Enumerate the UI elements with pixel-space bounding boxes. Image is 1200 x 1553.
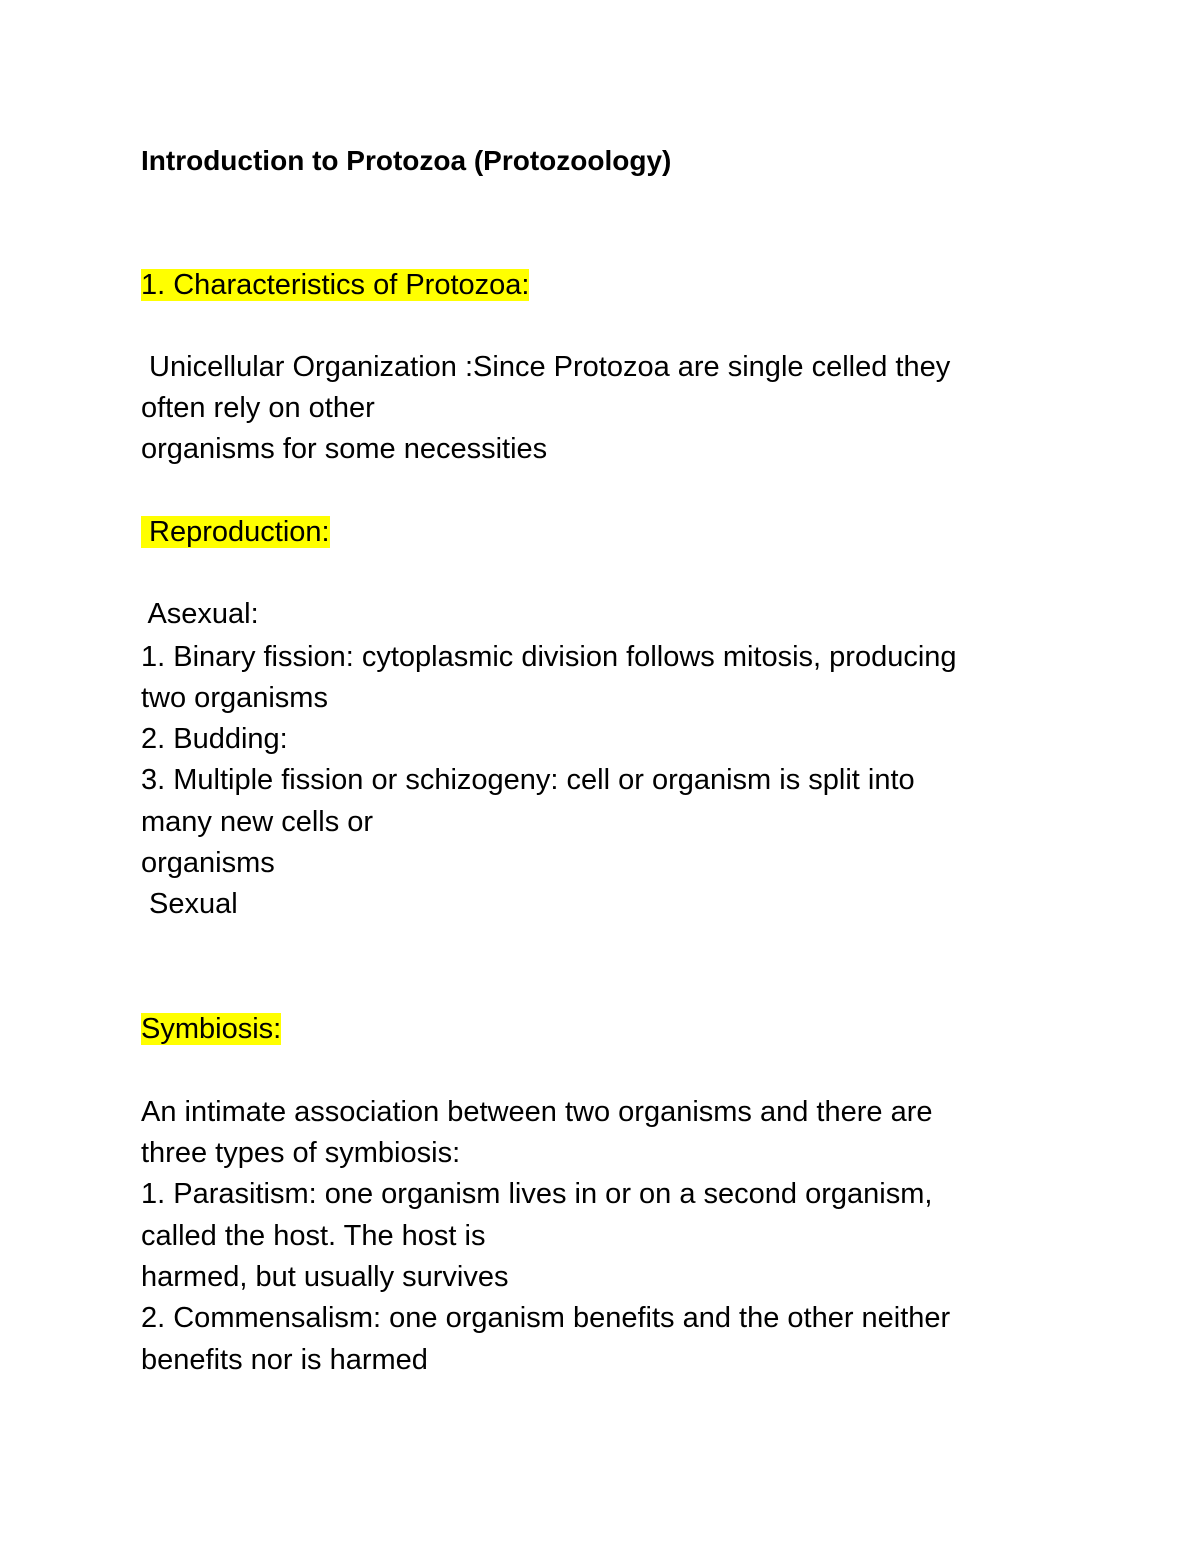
binary-fission-line-1: 1. Binary fission: cytoplasmic division follows mitosis, producing xyxy=(141,641,957,673)
unicellular-text-line-3: organisms for some necessities xyxy=(141,433,548,465)
unicellular-text-line-1: Unicellular Organization :Since Protozoa are single celled they xyxy=(141,351,951,383)
binary-fission-line-2: two organisms xyxy=(141,682,328,714)
parasitism-line-2: called the host. The host is xyxy=(141,1220,486,1252)
section-heading-symbiosis xyxy=(141,1009,281,1050)
parasitism-line-3: harmed, but usually survives xyxy=(141,1261,509,1293)
section-heading-characteristics xyxy=(141,265,529,306)
multiple-fission-line-1: 3. Multiple fission or schizogeny: cell or organism is split into xyxy=(141,764,915,796)
parasitism-line-1: 1. Parasitism: one organism lives in or on a second organism, xyxy=(141,1178,933,1210)
sexual-label: Sexual xyxy=(141,888,238,920)
multiple-fission-line-3: organisms xyxy=(141,847,275,879)
commensalism-line-2: benefits nor is harmed xyxy=(141,1344,428,1376)
commensalism-line-1: 2. Commensalism: one organism benefits and the other neither xyxy=(141,1302,951,1334)
symbiosis-intro-line-2: three types of symbiosis: xyxy=(141,1137,461,1169)
asexual-label: Asexual: xyxy=(141,598,259,630)
highlighted-heading: Symbiosis: xyxy=(141,1013,282,1045)
unicellular-text-line-2: often rely on other xyxy=(141,392,375,424)
highlighted-heading: 1. Characteristics of Protozoa: xyxy=(141,269,530,301)
multiple-fission-line-2: many new cells or xyxy=(141,806,374,838)
budding-line: 2. Budding: xyxy=(141,723,288,755)
section-heading-reproduction xyxy=(141,512,330,553)
symbiosis-intro-line-1: An intimate association between two organisms and there are xyxy=(141,1096,933,1128)
highlighted-heading: Reproduction: xyxy=(141,516,330,548)
document-title: Introduction to Protozoa (Protozoology) xyxy=(141,145,672,176)
